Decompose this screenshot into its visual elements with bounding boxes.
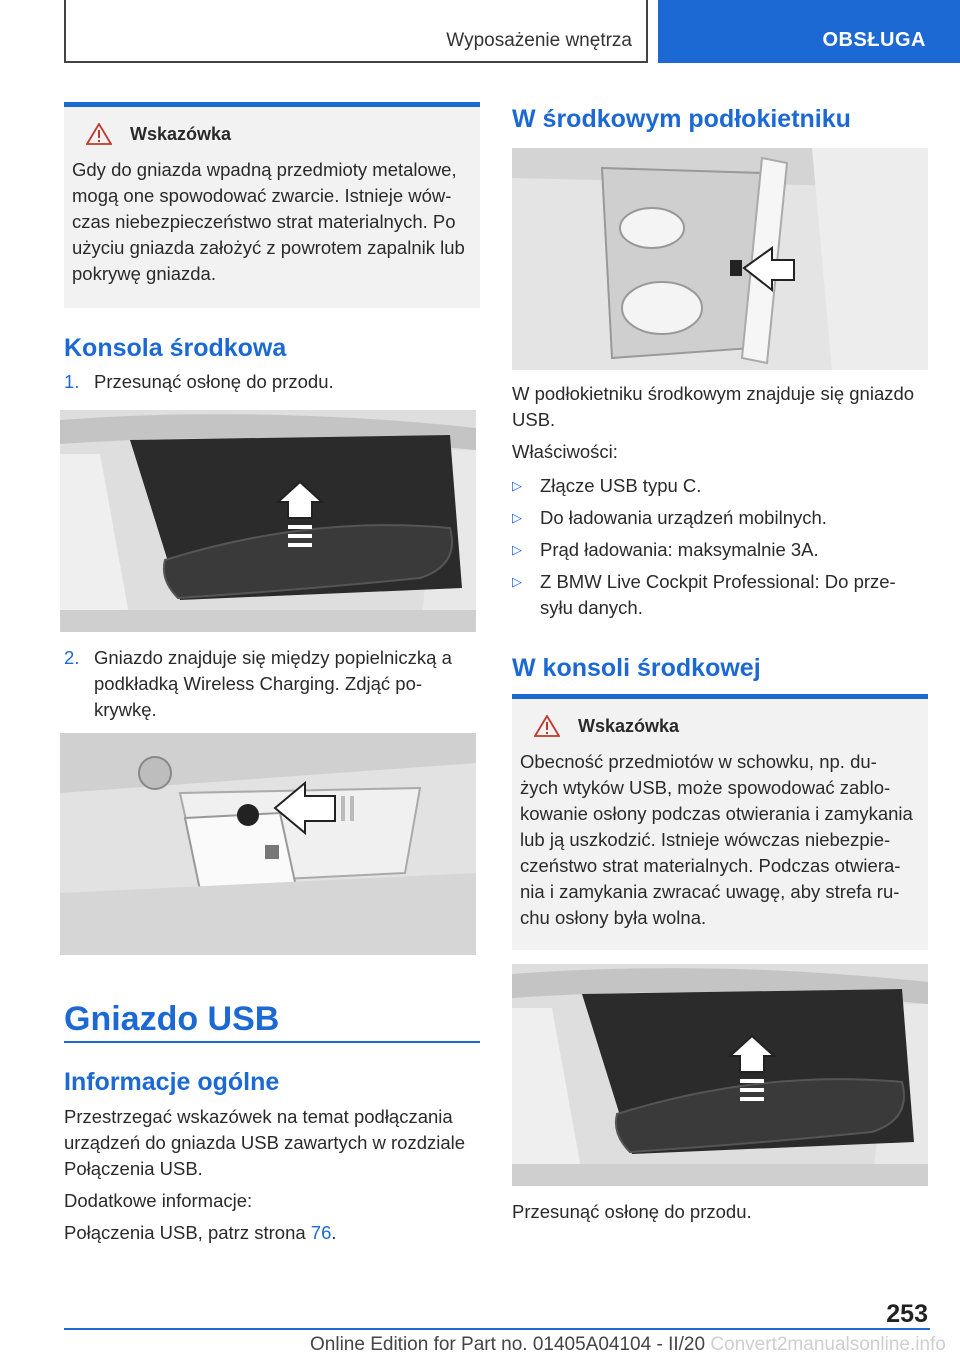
note-line: pokrywę gniazda. [72,263,216,284]
list-item [512,505,932,531]
list-item [512,569,932,621]
page-link-76[interactable]: 76 [310,1222,332,1243]
triangle-bullet-icon: ▷ [512,510,522,525]
list-item-text: Do ładowania urządzeń mobilnych. [540,507,827,528]
image-usb-socket [60,733,476,955]
edition-text: Online Edition for Part no. 01405A04104 - II/20 [310,1334,706,1355]
footer-edition [310,1334,946,1356]
note-line: żych wtyków USB, może spowodować zablo- [520,777,891,798]
list-item-text: syłu danych. [540,597,643,618]
warning-note-body [72,157,472,287]
note-line: chu osłony była wolna. [520,907,707,928]
warning-note-title: Wskazówka [578,715,680,736]
note-line: nia i zamykania zwracać uwagę, aby strefa ru- [520,881,900,902]
list-item-text: Prąd ładowania: maksymalnie 3A. [540,539,819,560]
warning-note [64,102,480,308]
note-line: mogą one spowodować zwarcie. Istnieje wów- [72,185,452,206]
text-line: USB. [512,409,556,430]
heading-center-console-usb: W konsoli środkowej [512,654,761,682]
warning-triangle-icon [534,715,560,737]
text-line: Połączenia USB. [64,1158,203,1179]
triangle-bullet-icon: ▷ [512,478,522,493]
text-line: W podłokietniku środkowym znajduje się gniazdo [512,383,915,404]
step-text: krywkę. [94,699,157,720]
note-line: czeństwo strat materialnych. Podczas otwiera- [520,855,901,876]
reference-text: Połączenia USB, patrz strona [64,1222,311,1243]
properties-label: Właściwości: [512,441,618,462]
list-item-text: Złącze USB typu C. [540,475,702,496]
heading-armrest: W środkowym podłokietniku [512,105,851,133]
image-console-cover-2 [512,964,928,1186]
step-number: 1. [64,371,80,392]
section-title: Wyposażenie wnętrza [446,30,632,51]
note-line: Gdy do gniazda wpadną przedmioty metalowe, [72,159,457,180]
warning-note-body [520,749,920,931]
reference-suffix: . [331,1222,337,1243]
note-line: lub ją uszkodzić. Istnieje wówczas niebezpie- [520,829,891,850]
heading-divider [64,1041,480,1043]
warning-note-title: Wskazówka [130,123,232,144]
section-header-tab [64,0,648,63]
list-item-text: Z BMW Live Cockpit Professional: Do prze- [540,571,896,592]
list-item [512,537,932,563]
warning-note-header [534,715,920,737]
note-line: użyciu gniazda założyć z powrotem zapalnik lub [72,237,465,258]
footer-divider [64,1328,930,1330]
list-item [512,473,932,499]
warning-triangle-icon [86,123,112,145]
triangle-bullet-icon: ▷ [512,574,522,589]
text-line: Przestrzegać wskazówek na temat podłączania [64,1106,453,1127]
chapter-header-tab[interactable] [658,0,960,63]
note-line: Obecność przedmiotów w schowku, np. du- [520,751,877,772]
warning-note [512,694,928,950]
step-text: Przesunąć osłonę do przodu. [94,371,334,392]
additional-info-label: Dodatkowe informacje: [64,1190,253,1211]
page-number: 253 [886,1300,928,1328]
armrest-text [512,381,932,433]
triangle-bullet-icon: ▷ [512,542,522,557]
image-caption: Przesunąć osłonę do przodu. [512,1201,752,1222]
image-console-cover [60,410,476,632]
chapter-title: OBSŁUGA [822,29,926,51]
image-armrest-usb [512,148,928,370]
heading-usb-socket: Gniazdo USB [64,1000,280,1038]
warning-note-header [86,123,472,145]
watermark-brand: Convert2manualsonline.info [710,1334,946,1355]
step-text: podkładką Wireless Charging. Zdjąć po- [94,673,423,694]
step-1 [64,369,334,395]
step-number: 2. [64,647,80,668]
page-reference [64,1220,337,1246]
note-line: czas niebezpieczeństwo strat materialnych. Po [72,211,456,232]
heading-general-info: Informacje ogólne [64,1068,280,1096]
step-2 [64,645,476,723]
step-text: Gniazdo znajduje się między popielniczką a [94,647,452,668]
note-line: kowanie osłony podczas otwierania i zamykania [520,803,913,824]
text-line: urządzeń do gniazda USB zawartych w rozdziale [64,1132,466,1153]
heading-center-console: Konsola środkowa [64,334,287,362]
general-info-text [64,1104,480,1182]
